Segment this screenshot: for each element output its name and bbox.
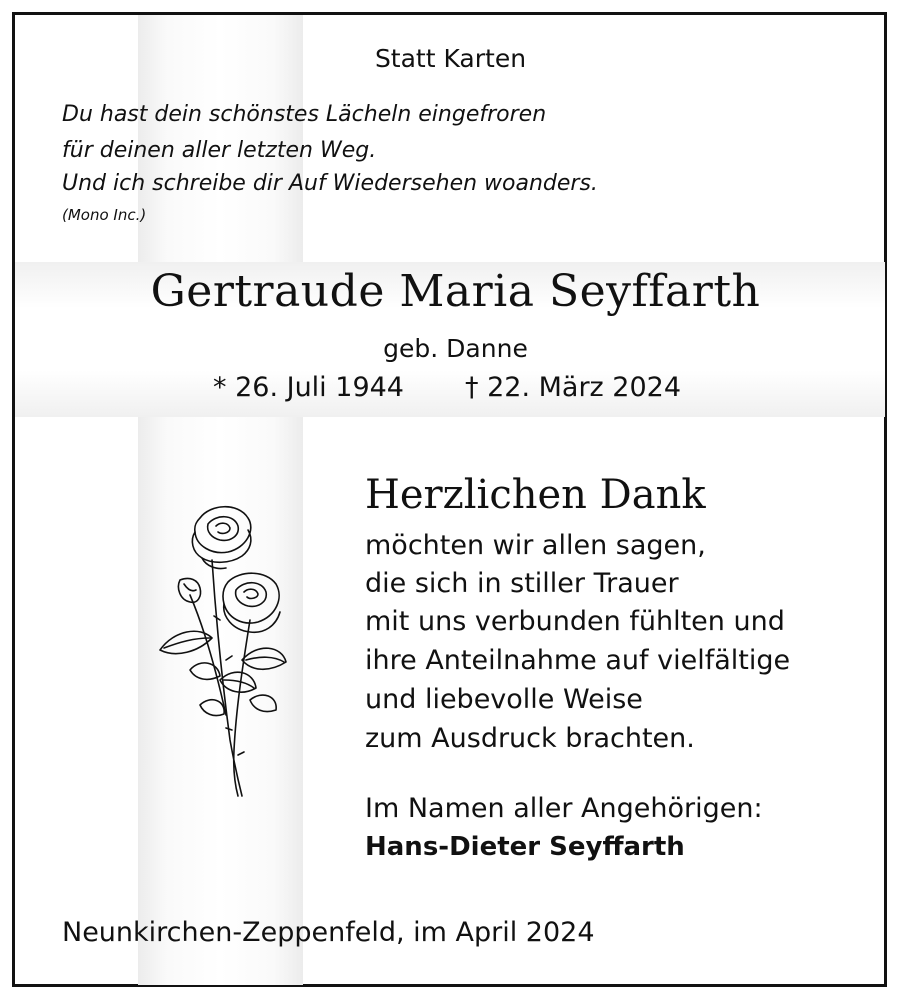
quote-line-3: Und ich schreibe dir Auf Wiedersehen woanders. xyxy=(62,171,598,196)
thanks-line-4: ihre Anteilnahme auf vielfältige xyxy=(365,645,791,676)
thanks-line-2: die sich in stiller Trauer xyxy=(365,568,679,599)
quote-line-1: Du hast dein schönstes Lächeln eingefroren xyxy=(62,102,547,127)
birth-date: * 26. Juli 1944 xyxy=(213,372,404,403)
signature-intro: Im Namen aller Angehörigen: xyxy=(365,793,763,824)
thanks-line-3: mit uns verbunden fühlten und xyxy=(365,606,785,637)
quote-source: (Mono Inc.) xyxy=(62,206,147,224)
deceased-name: Gertraude Maria Seyffarth xyxy=(150,266,761,317)
maiden-name: geb. Danne xyxy=(383,334,528,363)
signature-name: Hans-Dieter Seyffarth xyxy=(365,832,685,862)
rose-icon xyxy=(150,500,295,800)
thanks-line-6: zum Ausdruck brachten. xyxy=(365,723,695,754)
thanks-line-5: und liebevolle Weise xyxy=(365,684,643,715)
header-statt-karten: Statt Karten xyxy=(374,44,527,73)
death-date: † 22. März 2024 xyxy=(465,372,682,403)
thanks-line-1: möchten wir allen sagen, xyxy=(365,530,706,561)
quote-line-2: für deinen aller letzten Weg. xyxy=(62,138,377,163)
thanks-title: Herzlichen Dank xyxy=(365,472,706,518)
place-date: Neunkirchen-Zeppenfeld, im April 2024 xyxy=(62,917,595,948)
